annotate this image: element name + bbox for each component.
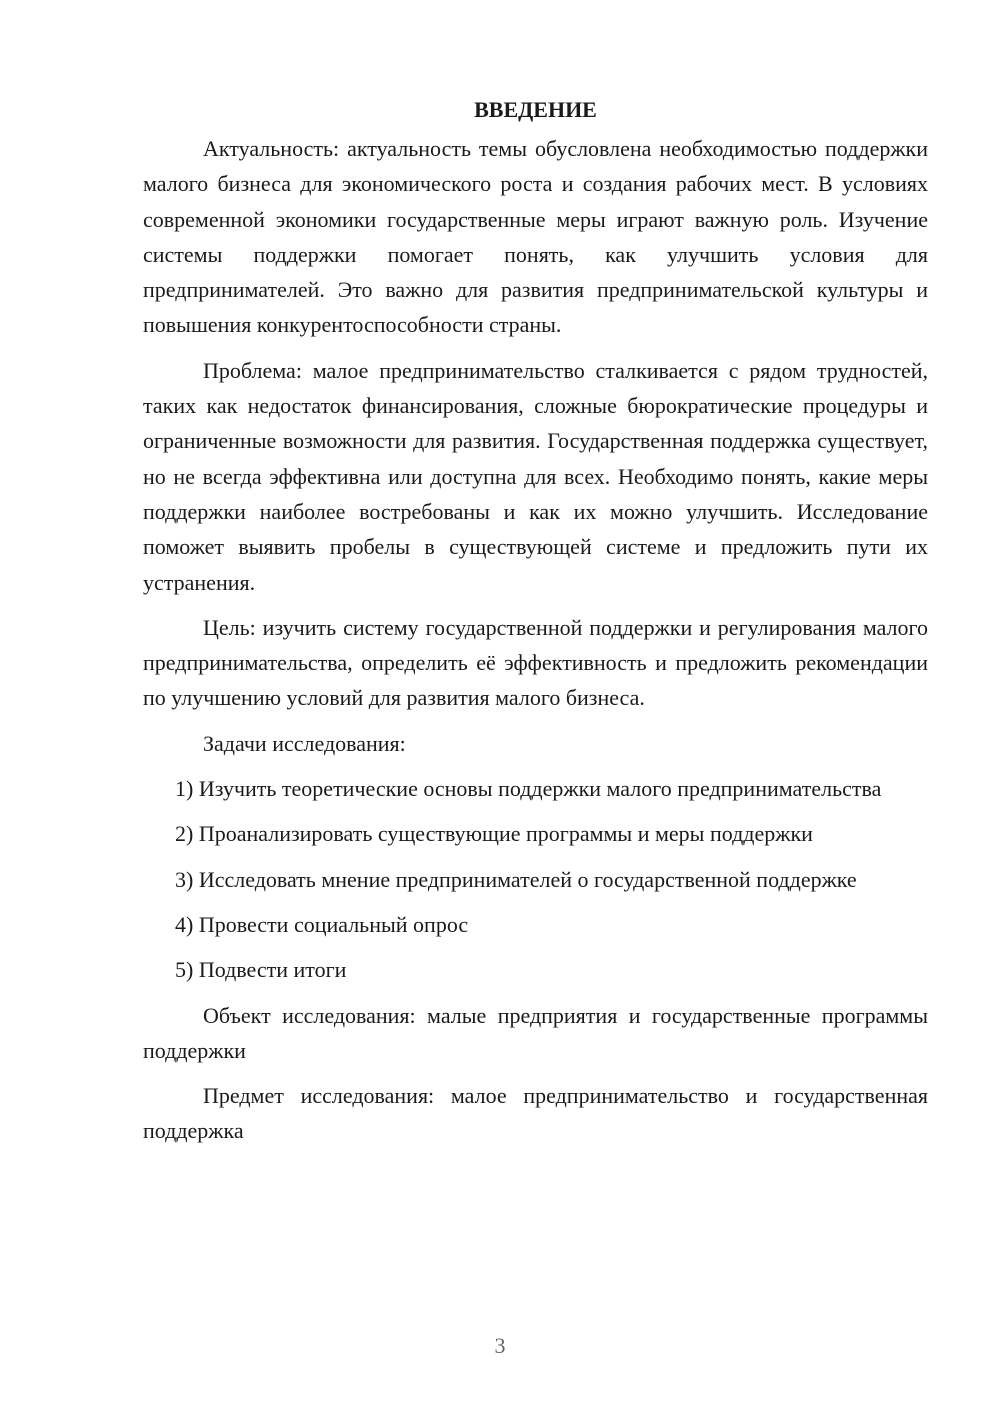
task-item-3: 3) Исследовать мнение предпринимателей о государственной поддержке [175, 866, 857, 892]
paragraph-relevance: Актуальность: актуальность темы обусловлена необходимостью поддержки малого бизнеса для экономического роста и создания рабочих мест. В условиях современной экономики государственные меры играют важную роль. Изучение системы поддержки помогает понять, как улучшить условия для предпринимателей. Это важно для развития предпринимательской культуры и повышения конкурентоспособности страны. [143, 136, 928, 338]
page-number: 3 [494, 1333, 506, 1358]
paragraph-problem: Проблема: малое предпринимательство сталкивается с рядом трудностей, таких как недостаток финансирования, сложные бюрократические процедуры и ограниченные возможности для развития. Государственная поддержка существует, но не всегда эффективна или доступна для всех. Необходимо понять, какие меры поддержки наиболее востребованы и как их можно улучшить. Исследование поможет выявить пробелы в существующей системе и предложить пути их устранения. [143, 357, 928, 595]
paragraph-subject: Предмет исследования: малое предпринимательство и государственная поддержка [143, 1083, 928, 1144]
paragraph-object: Объект исследования: малые предприятия и государственные программы поддержки [143, 1002, 928, 1063]
section-title: ВВЕДЕНИЕ [474, 97, 597, 122]
document-page [143, 92, 928, 1159]
task-item-5: 5) Подвести итоги [175, 957, 347, 983]
task-item-2: 2) Проанализировать существующие программы и меры поддержки [175, 821, 813, 847]
task-item-4: 4) Провести социальный опрос [175, 911, 469, 937]
paragraph-tasks-heading: Задачи исследования: [203, 730, 406, 756]
paragraph-goal: Цель: изучить систему государственной поддержки и регулирования малого предпринимательства, определить её эффективность и предложить рекомендации по улучшению условий для развития малого бизнеса. [143, 614, 928, 711]
task-item-1: 1) Изучить теоретические основы поддержки малого предпринимательства [175, 776, 882, 802]
